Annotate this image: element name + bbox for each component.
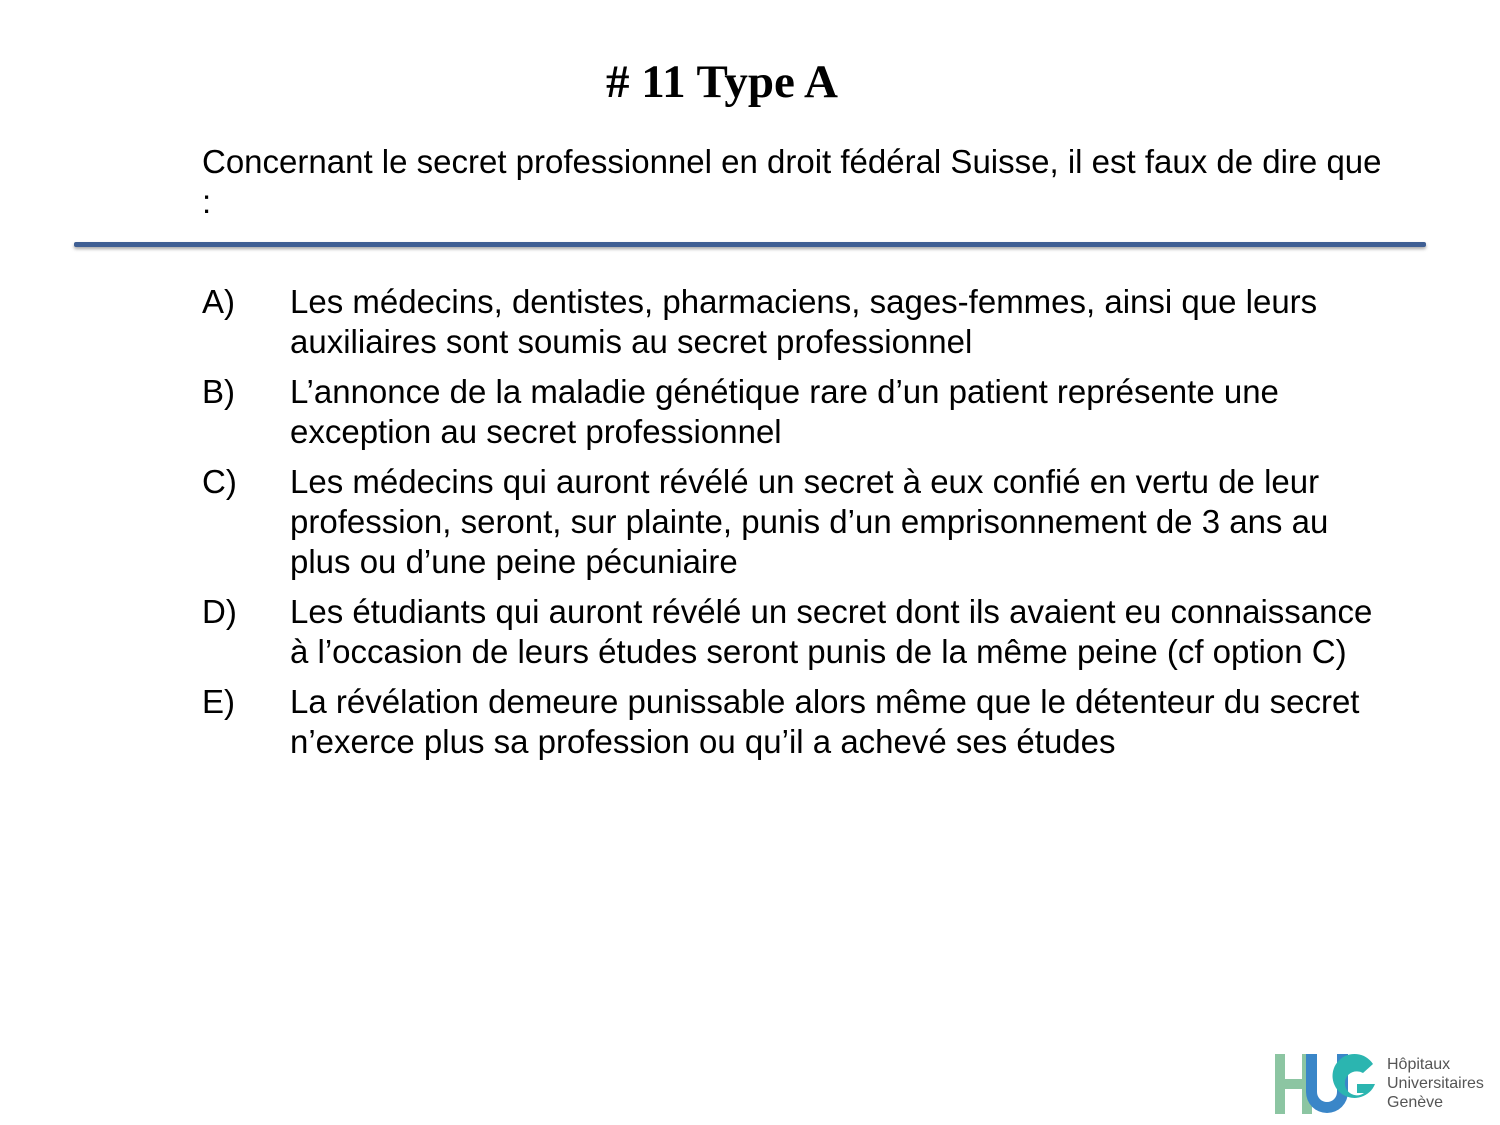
hug-logo-mark [1275,1050,1377,1116]
option-text: La révélation demeure punissable alors même que le détenteur du secret n’exerce plus sa profession ou qu’il a achevé ses études [290,683,1360,760]
option-text: L’annonce de la maladie génétique rare d’un patient représente une exception au secret professionnel [290,373,1279,450]
logo-line: Genève [1387,1093,1444,1111]
slide-title: # 11 Type A [605,56,839,108]
logo-line: Universitaires [1387,1074,1484,1092]
logo-line: Hôpitaux [1387,1055,1451,1073]
option-letter: C) [202,463,237,500]
option-letter: B) [202,373,235,410]
option-text: Les étudiants qui auront révélé un secret dont ils avaient eu connaissance à l’occasion de leurs études seront punis de la même peine (cf option C) [290,593,1373,670]
hug-logo [1275,1050,1485,1116]
option-text: Les médecins qui auront révélé un secret à eux confié en vertu de leur profession, seront, sur plainte, punis d’un emprisonnement de 3 ans au plus ou d’une peine pécuniaire [290,463,1329,580]
option-letter: D) [202,593,237,630]
option-letter: E) [202,683,235,720]
option-text: Les médecins, dentistes, pharmaciens, sages-femmes, ainsi que leurs auxiliaires sont soumis au secret professionnel [290,283,1318,360]
answer-option-d [202,592,1392,672]
answer-option-e [202,682,1392,762]
question-text: Concernant le secret professionnel en droit fédéral Suisse, il est faux de dire que : [202,143,1382,220]
answer-option-c [202,462,1392,582]
answer-options-list [202,282,1392,772]
hug-logo-wordmark [1387,1055,1484,1112]
answer-option-a [202,282,1392,362]
divider-line [74,242,1426,247]
answer-option-b [202,372,1392,452]
option-letter: A) [202,283,235,320]
